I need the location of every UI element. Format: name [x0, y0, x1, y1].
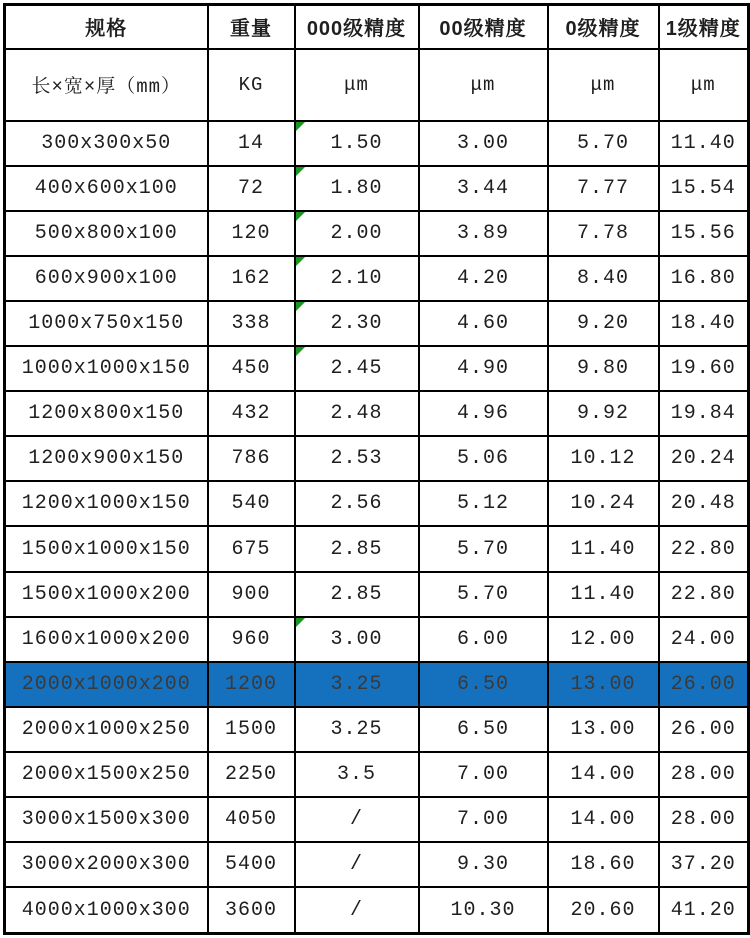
weight-cell[interactable] — [208, 842, 295, 887]
grade-0-cell[interactable] — [548, 526, 659, 571]
col-unit-spec: 长×宽×厚（mm） — [5, 49, 208, 121]
grade-000-cell[interactable] — [295, 391, 419, 436]
table-row[interactable] — [5, 797, 749, 842]
grade-0-cell-value: 14.00 — [570, 808, 636, 832]
grade-0-cell[interactable] — [548, 887, 659, 933]
grade-0-cell-value: 11.40 — [570, 537, 636, 561]
grade-00-cell[interactable] — [419, 121, 548, 166]
grade-00-cell[interactable] — [419, 617, 548, 662]
grade-00-cell-value: 3.00 — [456, 131, 509, 155]
grade-0-cell-value: 8.40 — [576, 266, 629, 290]
spec-table — [3, 3, 750, 935]
grade-000-cell-value: 2.45 — [330, 357, 383, 381]
grade-000-cell[interactable] — [295, 752, 419, 797]
weight-cell-value: 14 — [237, 131, 264, 155]
table-row[interactable] — [5, 526, 749, 571]
weight-cell[interactable] — [208, 526, 295, 571]
grade-0-cell[interactable] — [548, 166, 659, 211]
grade-00-cell[interactable] — [419, 842, 548, 887]
grade-00-cell-value: 5.12 — [456, 492, 509, 516]
grade-00-cell[interactable] — [419, 301, 548, 346]
grade-000-cell[interactable] — [295, 662, 419, 707]
spec-cell-value: 1600x1000x200 — [21, 627, 191, 651]
grade-00-cell-value: 10.30 — [450, 898, 516, 922]
grade-0-cell[interactable] — [548, 752, 659, 797]
weight-cell-value: 120 — [231, 221, 271, 245]
grade-1-cell-value: 22.80 — [670, 537, 736, 561]
weight-cell-value: 5400 — [224, 853, 277, 877]
grade-1-cell[interactable] — [659, 572, 749, 617]
number-as-text-flag-icon — [296, 302, 305, 311]
grade-0-cell[interactable] — [548, 481, 659, 526]
grade-00-cell-value: 7.00 — [456, 763, 509, 787]
grade-000-cell[interactable] — [295, 617, 419, 662]
weight-cell[interactable] — [208, 572, 295, 617]
weight-cell[interactable] — [208, 436, 295, 481]
grade-000-cell-value: 2.56 — [330, 492, 383, 516]
grade-00-cell-value: 3.89 — [456, 221, 509, 245]
grade-0-cell-value: 9.20 — [576, 311, 629, 335]
spec-cell[interactable] — [5, 617, 208, 662]
spec-cell-value: 400x600x100 — [34, 176, 178, 200]
grade-0-cell-value: 7.77 — [576, 176, 629, 200]
grade-1-cell-value: 28.00 — [670, 763, 736, 787]
grade-0-cell[interactable] — [548, 572, 659, 617]
spec-cell-value: 300x300x50 — [41, 131, 172, 155]
grade-1-cell[interactable] — [659, 526, 749, 571]
weight-cell-value: 72 — [237, 176, 264, 200]
grade-000-cell[interactable] — [295, 166, 419, 211]
grade-1-cell[interactable] — [659, 391, 749, 436]
grade-1-cell[interactable] — [659, 707, 749, 752]
grade-1-cell-value: 19.84 — [670, 402, 736, 426]
grade-000-cell[interactable] — [295, 301, 419, 346]
table-row[interactable] — [5, 346, 749, 391]
grade-000-cell-value: / — [349, 853, 363, 877]
table-row[interactable] — [5, 211, 749, 256]
grade-0-cell-value: 10.12 — [570, 447, 636, 471]
grade-000-cell-value: 3.25 — [330, 717, 383, 741]
weight-cell[interactable] — [208, 121, 295, 166]
grade-000-cell-value: 3.25 — [330, 672, 383, 696]
grade-00-cell-value: 6.00 — [456, 627, 509, 651]
grade-0-cell-value: 10.24 — [570, 492, 636, 516]
col-unit-grade-1: μm — [659, 49, 749, 121]
grade-000-cell-value: 2.30 — [330, 311, 383, 335]
grade-1-cell[interactable] — [659, 662, 749, 707]
weight-cell[interactable] — [208, 346, 295, 391]
grade-0-cell-value: 13.00 — [570, 717, 636, 741]
grade-00-cell[interactable] — [419, 572, 548, 617]
weight-cell-value: 960 — [231, 627, 271, 651]
spec-cell-value: 500x800x100 — [34, 221, 178, 245]
table-row[interactable] — [5, 481, 749, 526]
spec-cell[interactable] — [5, 662, 208, 707]
weight-cell-value: 450 — [231, 357, 271, 381]
header-row-titles — [5, 5, 749, 49]
grade-000-cell-value: 2.53 — [330, 447, 383, 471]
spec-cell-value: 1000x750x150 — [28, 311, 185, 335]
weight-cell[interactable] — [208, 301, 295, 346]
grade-1-cell[interactable] — [659, 436, 749, 481]
table-row[interactable] — [5, 391, 749, 436]
weight-cell-value: 1200 — [224, 672, 277, 696]
grade-00-cell[interactable] — [419, 526, 548, 571]
spec-cell[interactable] — [5, 887, 208, 933]
grade-1-cell[interactable] — [659, 617, 749, 662]
grade-1-cell-value: 28.00 — [670, 808, 736, 832]
grade-000-cell[interactable] — [295, 842, 419, 887]
spec-cell[interactable] — [5, 166, 208, 211]
grade-1-cell-value: 37.20 — [670, 853, 736, 877]
number-as-text-flag-icon — [296, 167, 305, 176]
grade-00-cell[interactable] — [419, 211, 548, 256]
weight-cell-value: 675 — [231, 537, 271, 561]
col-header-grade-0: 0级精度 — [548, 5, 659, 49]
grade-000-cell-value: 2.10 — [330, 266, 383, 290]
weight-cell-value: 162 — [231, 266, 271, 290]
spec-cell[interactable] — [5, 526, 208, 571]
col-header-weight: 重量 — [208, 5, 295, 49]
weight-cell[interactable] — [208, 211, 295, 256]
spec-cell[interactable] — [5, 301, 208, 346]
grade-00-cell[interactable] — [419, 256, 548, 301]
grade-000-cell-value: 1.50 — [330, 131, 383, 155]
table-header — [5, 5, 749, 121]
grade-000-cell-value: 3.5 — [336, 763, 376, 787]
grade-1-cell-value: 26.00 — [670, 672, 736, 696]
grade-00-cell[interactable] — [419, 436, 548, 481]
grade-00-cell[interactable] — [419, 797, 548, 842]
grade-0-cell-value: 11.40 — [570, 582, 636, 606]
header-row-units — [5, 49, 749, 121]
grade-1-cell[interactable] — [659, 346, 749, 391]
table-row[interactable] — [5, 166, 749, 211]
grade-1-cell[interactable] — [659, 842, 749, 887]
grade-0-cell[interactable] — [548, 797, 659, 842]
grade-1-cell[interactable] — [659, 256, 749, 301]
grade-1-cell[interactable] — [659, 887, 749, 933]
grade-1-cell[interactable] — [659, 166, 749, 211]
number-as-text-flag-icon — [296, 618, 305, 627]
grade-1-cell-value: 18.40 — [670, 311, 736, 335]
grade-00-cell-value: 3.44 — [456, 176, 509, 200]
weight-cell-value: 338 — [231, 311, 271, 335]
grade-00-cell-value: 5.70 — [456, 537, 509, 561]
grade-0-cell[interactable] — [548, 391, 659, 436]
table-row[interactable] — [5, 707, 749, 752]
grade-0-cell-value: 5.70 — [576, 131, 629, 155]
grade-00-cell-value: 7.00 — [456, 808, 509, 832]
spec-cell[interactable] — [5, 572, 208, 617]
grade-1-cell-value: 26.00 — [670, 717, 736, 741]
weight-cell-value: 1500 — [224, 717, 277, 741]
col-header-grade-000: 000级精度 — [295, 5, 419, 49]
weight-cell-value: 2250 — [224, 763, 277, 787]
weight-cell-value: 540 — [231, 492, 271, 516]
grade-000-cell[interactable] — [295, 707, 419, 752]
grade-000-cell[interactable] — [295, 436, 419, 481]
spec-cell-value: 3000x1500x300 — [21, 808, 191, 832]
number-as-text-flag-icon — [296, 257, 305, 266]
spec-cell[interactable] — [5, 481, 208, 526]
grade-1-cell-value: 24.00 — [670, 627, 736, 651]
grade-0-cell[interactable] — [548, 211, 659, 256]
grade-00-cell[interactable] — [419, 887, 548, 933]
col-unit-weight: KG — [208, 49, 295, 121]
grade-0-cell-value: 18.60 — [570, 853, 636, 877]
grade-1-cell[interactable] — [659, 121, 749, 166]
grade-1-cell-value: 16.80 — [670, 266, 736, 290]
table-row[interactable] — [5, 617, 749, 662]
spec-cell[interactable] — [5, 842, 208, 887]
grade-0-cell-value: 20.60 — [570, 898, 636, 922]
grade-00-cell[interactable] — [419, 662, 548, 707]
grade-000-cell-value: 2.00 — [330, 221, 383, 245]
grade-0-cell[interactable] — [548, 842, 659, 887]
grade-0-cell-value: 13.00 — [570, 672, 636, 696]
table-row[interactable] — [5, 436, 749, 481]
grade-1-cell[interactable] — [659, 481, 749, 526]
table-row[interactable] — [5, 121, 749, 166]
col-unit-grade-00: μm — [419, 49, 548, 121]
grade-00-cell[interactable] — [419, 166, 548, 211]
grade-000-cell-value: 3.00 — [330, 627, 383, 651]
table-row[interactable] — [5, 752, 749, 797]
grade-1-cell-value: 11.40 — [670, 131, 736, 155]
grade-1-cell-value: 20.48 — [670, 492, 736, 516]
spec-cell[interactable] — [5, 211, 208, 256]
weight-cell[interactable] — [208, 617, 295, 662]
spec-cell-value: 1200x900x150 — [28, 447, 185, 471]
grade-000-cell[interactable] — [295, 526, 419, 571]
grade-0-cell[interactable] — [548, 617, 659, 662]
grade-000-cell[interactable] — [295, 887, 419, 933]
grade-000-cell[interactable] — [295, 797, 419, 842]
grade-1-cell-value: 22.80 — [670, 582, 736, 606]
spec-cell-value: 1500x1000x200 — [21, 582, 191, 606]
spec-cell-value: 3000x2000x300 — [21, 853, 191, 877]
grade-0-cell[interactable] — [548, 301, 659, 346]
table-row[interactable] — [5, 662, 749, 707]
grade-00-cell-value: 9.30 — [456, 853, 509, 877]
grade-000-cell-value: 1.80 — [330, 176, 383, 200]
weight-cell[interactable] — [208, 752, 295, 797]
weight-cell-value: 900 — [231, 582, 271, 606]
grade-00-cell-value: 6.50 — [456, 717, 509, 741]
grade-1-cell[interactable] — [659, 797, 749, 842]
table-row[interactable] — [5, 301, 749, 346]
spec-cell-value: 2000x1500x250 — [21, 763, 191, 787]
grade-0-cell-value: 7.78 — [576, 221, 629, 245]
spec-cell[interactable] — [5, 121, 208, 166]
grade-0-cell[interactable] — [548, 256, 659, 301]
grade-1-cell-value: 41.20 — [670, 898, 736, 922]
grade-000-cell[interactable] — [295, 256, 419, 301]
weight-cell[interactable] — [208, 481, 295, 526]
grade-00-cell[interactable] — [419, 707, 548, 752]
grade-0-cell[interactable] — [548, 436, 659, 481]
spec-cell-value: 2000x1000x200 — [21, 672, 191, 696]
grade-000-cell[interactable] — [295, 481, 419, 526]
grade-000-cell-value: / — [349, 898, 363, 922]
grade-00-cell-value: 6.50 — [456, 672, 509, 696]
col-header-grade-1: 1级精度 — [659, 5, 749, 49]
weight-cell-value: 3600 — [224, 898, 277, 922]
grade-1-cell[interactable] — [659, 211, 749, 256]
weight-cell-value: 786 — [231, 447, 271, 471]
grade-000-cell[interactable] — [295, 572, 419, 617]
table-row[interactable] — [5, 256, 749, 301]
grade-00-cell[interactable] — [419, 752, 548, 797]
grade-1-cell[interactable] — [659, 752, 749, 797]
grade-00-cell[interactable] — [419, 481, 548, 526]
spec-cell-value: 1200x800x150 — [28, 402, 185, 426]
weight-cell[interactable] — [208, 391, 295, 436]
table-row[interactable] — [5, 887, 749, 933]
grade-0-cell[interactable] — [548, 121, 659, 166]
spec-cell[interactable] — [5, 346, 208, 391]
grade-0-cell-value: 14.00 — [570, 763, 636, 787]
grade-1-cell-value: 20.24 — [670, 447, 736, 471]
weight-cell[interactable] — [208, 166, 295, 211]
table-row[interactable] — [5, 572, 749, 617]
grade-1-cell-value: 15.56 — [670, 221, 736, 245]
spec-cell-value: 1500x1000x150 — [21, 537, 191, 561]
spec-cell-value: 4000x1000x300 — [21, 898, 191, 922]
weight-cell[interactable] — [208, 256, 295, 301]
weight-cell[interactable] — [208, 797, 295, 842]
weight-cell[interactable] — [208, 707, 295, 752]
weight-cell[interactable] — [208, 662, 295, 707]
spec-cell[interactable] — [5, 797, 208, 842]
spec-cell[interactable] — [5, 707, 208, 752]
grade-00-cell-value: 5.70 — [456, 582, 509, 606]
grade-0-cell-value: 12.00 — [570, 627, 636, 651]
grade-1-cell[interactable] — [659, 301, 749, 346]
table-body — [5, 121, 749, 934]
spec-cell[interactable] — [5, 436, 208, 481]
col-unit-grade-000: μm — [295, 49, 419, 121]
grade-0-cell[interactable] — [548, 662, 659, 707]
grade-00-cell-value: 5.06 — [456, 447, 509, 471]
grade-000-cell[interactable] — [295, 211, 419, 256]
weight-cell-value: 4050 — [224, 808, 277, 832]
grade-000-cell-value: 2.85 — [330, 582, 383, 606]
grade-00-cell-value: 4.96 — [456, 402, 509, 426]
grade-000-cell[interactable] — [295, 121, 419, 166]
weight-cell[interactable] — [208, 887, 295, 933]
grade-00-cell-value: 4.60 — [456, 311, 509, 335]
number-as-text-flag-icon — [296, 212, 305, 221]
col-header-grade-00: 00级精度 — [419, 5, 548, 49]
grade-0-cell[interactable] — [548, 707, 659, 752]
grade-00-cell-value: 4.20 — [456, 266, 509, 290]
grade-000-cell-value: 2.85 — [330, 537, 383, 561]
grade-0-cell-value: 9.80 — [576, 357, 629, 381]
table-row[interactable] — [5, 842, 749, 887]
spec-cell[interactable] — [5, 256, 208, 301]
spec-cell[interactable] — [5, 391, 208, 436]
grade-1-cell-value: 19.60 — [670, 357, 736, 381]
col-header-spec: 规格 — [5, 5, 208, 49]
col-unit-grade-0: μm — [548, 49, 659, 121]
spec-cell[interactable] — [5, 752, 208, 797]
grade-00-cell[interactable] — [419, 346, 548, 391]
number-as-text-flag-icon — [296, 347, 305, 356]
grade-0-cell-value: 9.92 — [576, 402, 629, 426]
spec-cell-value: 1000x1000x150 — [21, 357, 191, 381]
spec-cell-value: 1200x1000x150 — [21, 492, 191, 516]
grade-1-cell-value: 15.54 — [670, 176, 736, 200]
grade-00-cell-value: 4.90 — [456, 357, 509, 381]
grade-000-cell[interactable] — [295, 346, 419, 391]
spec-cell-value: 600x900x100 — [34, 266, 178, 290]
grade-000-cell-value: 2.48 — [330, 402, 383, 426]
grade-00-cell[interactable] — [419, 391, 548, 436]
weight-cell-value: 432 — [231, 402, 271, 426]
spec-cell-value: 2000x1000x250 — [21, 717, 191, 741]
number-as-text-flag-icon — [296, 122, 305, 131]
grade-000-cell-value: / — [349, 808, 363, 832]
grade-0-cell[interactable] — [548, 346, 659, 391]
